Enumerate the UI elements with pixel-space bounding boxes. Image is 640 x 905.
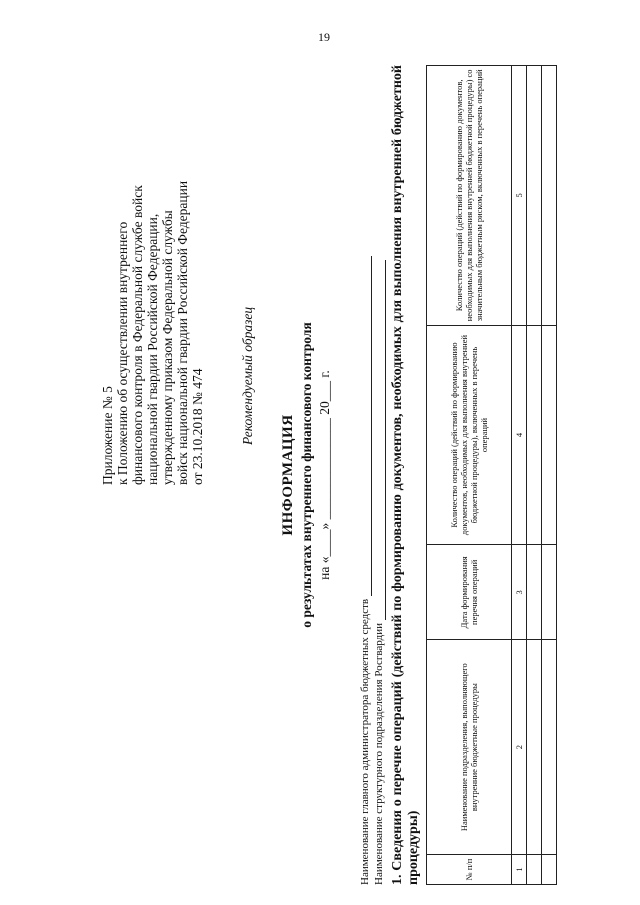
appendix-line: Приложение № 5	[100, 386, 115, 485]
appendix-line: утвержденному приказом Федеральной службы	[160, 210, 175, 485]
admin-field-label: Наименование главного администратора бюджетных средств	[359, 598, 371, 885]
unit-field	[372, 256, 386, 885]
column-header: Наименование подразделения, выполняющего внутренние бюджетные процедуры	[427, 640, 512, 855]
appendix-line: национальной гвардии Российской Федерации,	[145, 213, 160, 485]
document-title: ИНФОРМАЦИЯ	[280, 414, 296, 536]
table-row	[527, 66, 542, 885]
table-cell[interactable]	[527, 640, 542, 855]
rotated-document	[100, 65, 540, 885]
column-number: 3	[512, 545, 527, 640]
column-header: Количество операций (действий по формированию документов, необходимых для выполнения внутренней бюджетной процедуры), включенных в перечень операций	[427, 325, 512, 545]
table-cell[interactable]	[527, 66, 542, 326]
table-cell[interactable]	[542, 325, 557, 545]
fields-block	[358, 256, 386, 885]
unit-field-line[interactable]	[385, 260, 386, 620]
table-cell[interactable]	[542, 855, 557, 885]
date-line: на «____» _______________ 20___ г.	[317, 370, 332, 580]
table-cell[interactable]	[542, 640, 557, 855]
page-number: 19	[318, 30, 330, 44]
appendix-block	[100, 145, 205, 485]
column-header: № п/п	[427, 855, 512, 885]
column-number: 2	[512, 640, 527, 855]
appendix-line: от 23.10.2018 № 474	[190, 368, 205, 485]
column-number: 5	[512, 66, 527, 326]
document-subtitle: о результатах внутреннего финансового контроля	[299, 322, 314, 628]
title-block	[280, 65, 333, 885]
column-number: 4	[512, 325, 527, 545]
table-cell[interactable]	[527, 325, 542, 545]
column-header: Количество операций (действий по формированию документов, необходимых для выполнения внутренней бюджетной процедуры) со значительным бюджетным риском, включенных в перечень операций	[427, 66, 512, 326]
table-cell[interactable]	[542, 66, 557, 326]
admin-field	[358, 256, 372, 885]
table-cell[interactable]	[542, 545, 557, 640]
appendix-line: войск национальной гвардии Российской Федерации	[175, 180, 190, 485]
unit-field-label: Наименование структурного подразделения Росгвардии	[373, 623, 385, 885]
recommended-sample-note: Рекомендуемый образец	[240, 306, 255, 445]
table-row	[542, 66, 557, 885]
section-title: 1. Сведения о перечне операций (действий по формированию документов, необходимых для выполнения внутренней бюджетной процедуры)	[390, 65, 421, 885]
table-number-row	[512, 66, 527, 885]
appendix-line: финансового контроля в Федеральной службе войск	[130, 185, 145, 485]
table-cell[interactable]	[527, 855, 542, 885]
column-header: Дата формирования перечня операций	[427, 545, 512, 640]
operations-table	[426, 65, 557, 885]
table-header-row	[427, 66, 512, 885]
appendix-line: к Положению об осуществлении внутреннего	[115, 221, 130, 485]
table-cell[interactable]	[527, 545, 542, 640]
column-number: 1	[512, 855, 527, 885]
